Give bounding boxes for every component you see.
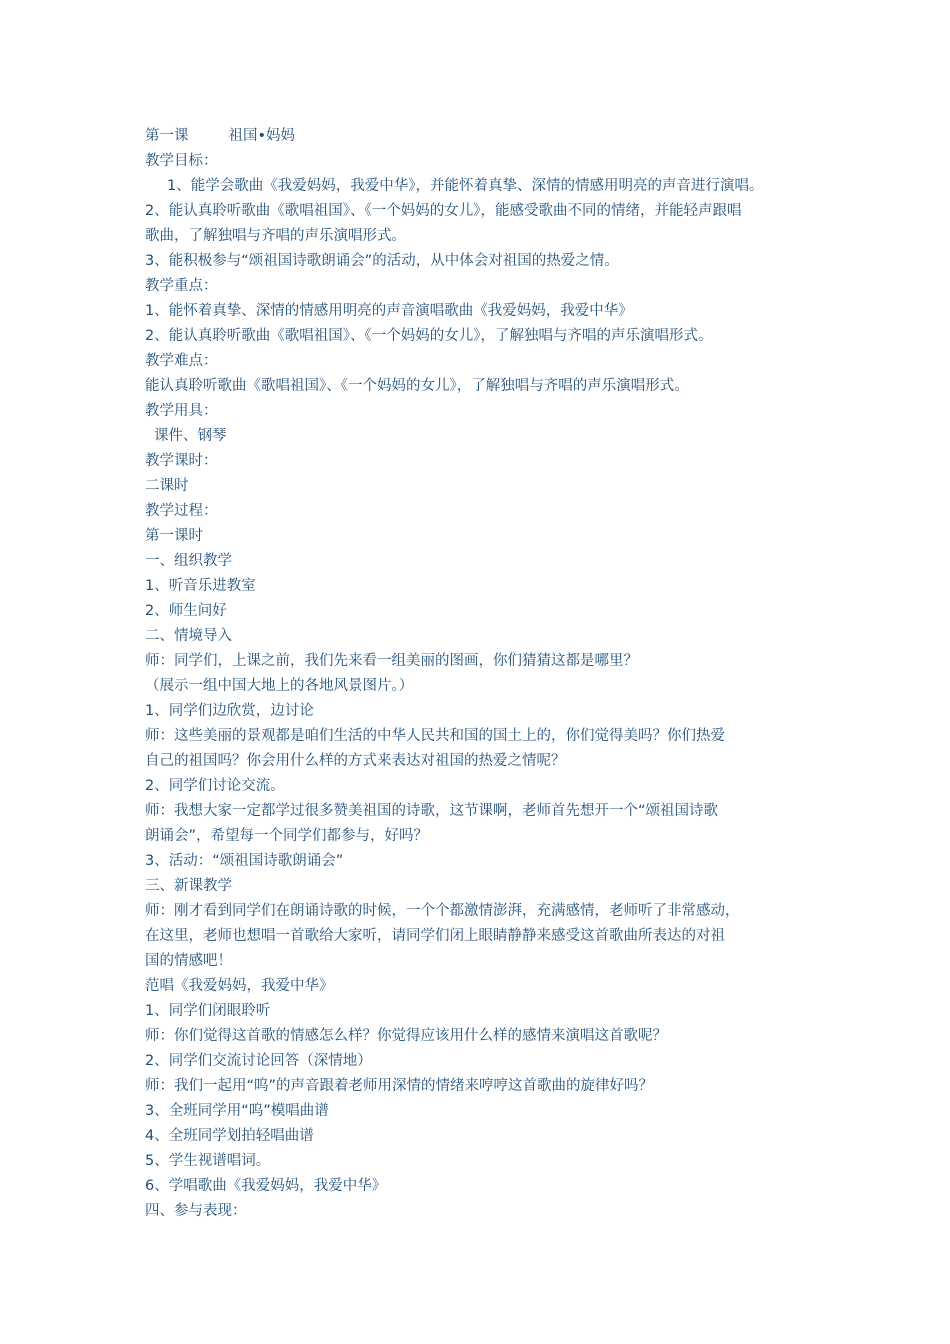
teacher-line-2: 师：这些美丽的景观都是咱们生活的中华人民共和国的国土上的，你们觉得美吗？你们热爱 bbox=[145, 728, 725, 744]
lesson-step-5: 5、学生视谱唱词。 bbox=[145, 1153, 271, 1169]
lesson-title bbox=[145, 124, 825, 149]
objective-3: 3、能积极参与“颂祖国诗歌朗诵会”的活动，从中体会对祖国的热爱之情。 bbox=[145, 253, 619, 269]
lesson-number: 第一课 bbox=[145, 128, 189, 144]
objective-1: 1、能学会歌曲《我爱妈妈，我爱中华》，并能怀着真挚、深情的情感用明亮的声音进行演唱。 bbox=[167, 178, 764, 194]
teacher-line-4-cont: 在这里，老师也想唱一首歌给大家听，请同学们闭上眼睛静静来感受这首歌曲所表达的对祖 bbox=[145, 928, 725, 944]
tools-text: 课件、钢琴 bbox=[154, 428, 227, 444]
document-body bbox=[145, 124, 825, 1224]
note-pictures: （展示一组中国大地上的各地风景图片。） bbox=[145, 678, 414, 694]
teacher-line-1: 师：同学们，上课之前，我们先来看一组美丽的图画，你们猜猜这都是哪里？ bbox=[145, 653, 638, 669]
teacher-line-2-cont: 自己的祖国吗？你会用什么样的方式来表达对祖国的热爱之情呢？ bbox=[145, 753, 566, 769]
teacher-line-4-end: 国的情感吧！ bbox=[145, 953, 232, 969]
intro-2: 2、同学们讨论交流。 bbox=[145, 778, 285, 794]
section-heading-process: 教学过程： bbox=[145, 503, 218, 519]
key-point-2: 2、能认真聆听歌曲《歌唱祖国》、《一个妈妈的女儿》，了解独唱与齐唱的声乐演唱形式。 bbox=[145, 328, 713, 344]
objective-2: 2、能认真聆听歌曲《歌唱祖国》、《一个妈妈的女儿》，能感受歌曲不同的情绪，并能轻声跟唱 bbox=[145, 203, 742, 219]
section-heading-hours: 教学课时： bbox=[145, 453, 218, 469]
lesson-name: 祖国•妈妈 bbox=[228, 128, 296, 144]
step-introduction: 二、情境导入 bbox=[145, 628, 232, 644]
difficulty-text: 能认真聆听歌曲《歌唱祖国》、《一个妈妈的女儿》，了解独唱与齐唱的声乐演唱形式。 bbox=[145, 378, 689, 394]
hours-text: 二课时 bbox=[145, 478, 189, 494]
teacher-line-5: 师：你们觉得这首歌的情感怎么样？你觉得应该用什么样的感情来演唱这首歌呢？ bbox=[145, 1028, 667, 1044]
lesson-step-6: 6、学唱歌曲《我爱妈妈，我爱中华》 bbox=[145, 1178, 387, 1194]
first-period: 第一课时 bbox=[145, 528, 203, 544]
step-organize: 一、组织教学 bbox=[145, 553, 232, 569]
lesson-step-1: 1、同学们闭眼聆听 bbox=[145, 1003, 271, 1019]
section-heading-key-points: 教学重点： bbox=[145, 278, 218, 294]
teacher-line-6: 师：我们一起用“呜”的声音跟着老师用深情的情绪来哼哼这首歌曲的旋律好吗？ bbox=[145, 1078, 654, 1094]
key-point-1: 1、能怀着真挚、深情的情感用明亮的声音演唱歌曲《我爱妈妈，我爱中华》 bbox=[145, 303, 633, 319]
lesson-step-4: 4、全班同学划拍轻唱曲谱 bbox=[145, 1128, 314, 1144]
step-new-lesson: 三、新课教学 bbox=[145, 878, 232, 894]
objective-2-cont: 歌曲，了解独唱与齐唱的声乐演唱形式。 bbox=[145, 228, 406, 244]
step-organize-1: 1、听音乐进教室 bbox=[145, 578, 256, 594]
model-singing: 范唱《我爱妈妈，我爱中华》 bbox=[145, 978, 334, 994]
step-participation: 四、参与表现： bbox=[145, 1203, 247, 1219]
section-heading-tools: 教学用具： bbox=[145, 403, 218, 419]
intro-3: 3、活动：“颂祖国诗歌朗诵会” bbox=[145, 853, 344, 869]
section-heading-objectives: 教学目标： bbox=[145, 153, 218, 169]
teacher-line-3-cont: 朗诵会”，希望每一个同学们都参与，好吗？ bbox=[145, 828, 429, 844]
intro-1: 1、同学们边欣赏，边讨论 bbox=[145, 703, 314, 719]
teacher-line-4: 师：刚才看到同学们在朗诵诗歌的时候，一个个都激情澎湃，充满感情，老师听了非常感动， bbox=[145, 903, 740, 919]
lesson-step-3: 3、全班同学用“呜”模唱曲谱 bbox=[145, 1103, 329, 1119]
step-organize-2: 2、师生问好 bbox=[145, 603, 227, 619]
section-heading-difficulties: 教学难点： bbox=[145, 353, 218, 369]
teacher-line-3: 师：我想大家一定都学过很多赞美祖国的诗歌，这节课啊，老师首先想开一个“颂祖国诗歌 bbox=[145, 803, 719, 819]
lesson-step-2: 2、同学们交流讨论回答（深情地） bbox=[145, 1053, 372, 1069]
